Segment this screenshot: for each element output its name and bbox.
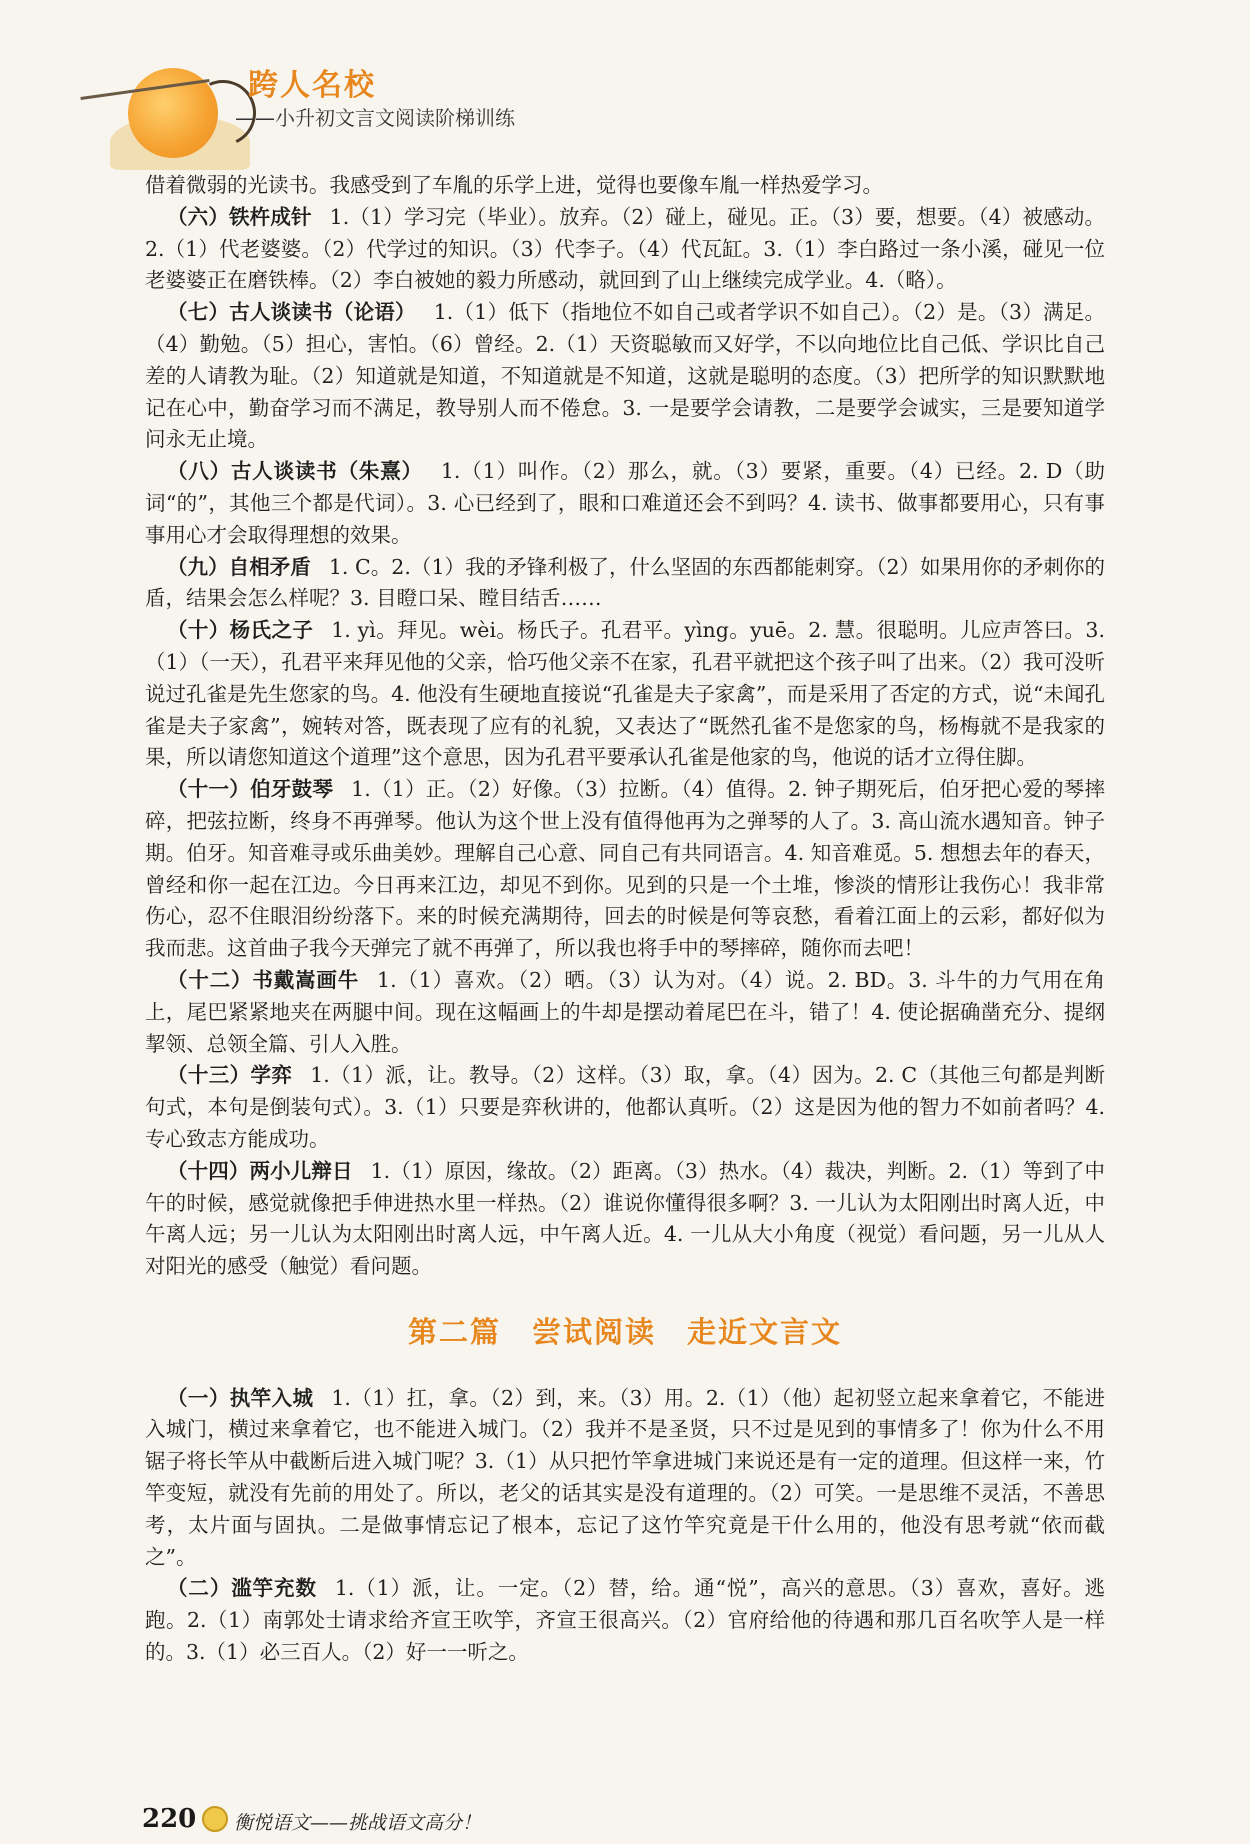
answer-item — [145, 774, 1105, 965]
answer-item — [145, 1383, 1105, 1574]
answer-item — [145, 202, 1105, 297]
answer-item — [145, 615, 1105, 774]
item-text: 1.（1）正。（2）好像。（3）拉断。（4）值得。2. 钟子期死后，伯牙把心爱的琴摔碎，把弦拉断，终身不再弹琴。他认为这个世上没有值得他再为之弹琴的人了。3. 高山流水遇知音。钟子期。伯牙。知音难寻或乐曲美妙。理解自己心意、同自己有共同语言。4. 知音难觅。5. 想想去年的春天，曾经和你一起在江边。今日再来江边，却见不到你。见到的只是一个土堆，惨淡的情形让我伤心！我非常伤心，忍不住眼泪纷纷落下。来的时候充满期待，回去的时候是何等哀愁，看着江面上的云彩，都好似为我而悲。这首曲子我今天弹完了就不再弹了，所以我也将手中的琴摔碎，随你而去吧！ — [145, 777, 1105, 961]
page-number: 220 — [142, 1804, 197, 1834]
item-title: （十一）伯牙鼓琴 — [167, 777, 334, 802]
item-text: 1.（1）派，让。一定。（2）替，给。通“悦”，高兴的意思。（3）喜欢，喜好。逃跑。2.（1）南郭处士请求给齐宣王吹竽，齐宣王很高兴。（2）官府给他的待遇和那几百名吹竽人是一样的。3.（1）必三百人。（2）好一一听之。 — [145, 1576, 1105, 1665]
item-text: 1.（1）扛，拿。（2）到，来。（3）用。2.（1）（他）起初竖立起来拿着它，不能进入城门，横过来拿着它，也不能进入城门。（2）我并不是圣贤，只不过是见到的事情多了！你为什么不用锯子将长竿从中截断后进入城门呢？3.（1）从只把竹竿拿进城门来说还是有一定的道理。但这样一来，竹竿变短，就没有先前的用处了。所以，老父的话其实是没有道理的。（2）可笑。一是思维不灵活，不善思考，太片面与固执。二是做事情忘记了根本，忘记了这竹竿究竟是干什么用的，他没有思考就“依而截之”。 — [145, 1385, 1105, 1569]
item-text: 1.（1）叫作。（2）那么，就。（3）要紧，重要。（4）已经。2. D（助词“的”，其他三个都是代词）。3. 心已经到了，眼和口难道还会不到吗？4. 读书、做事都要用心，只有事事用心才会取得理想的效果。 — [145, 459, 1105, 547]
item-title: （一）执竿入城 — [167, 1385, 314, 1410]
item-title: （十四）两小儿辩日 — [167, 1158, 353, 1183]
item-title: （七）古人谈读书（论语） — [167, 300, 416, 325]
item-title: （十三）学弈 — [167, 1063, 293, 1088]
answer-item — [145, 552, 1105, 616]
page-footer — [142, 1800, 642, 1840]
item-title: （六）铁杵成针 — [167, 204, 312, 229]
answer-item — [145, 1573, 1105, 1668]
item-text: 1. yì。拜见。wèi。杨氏子。孔君平。yìng。yuē。2. 慧。很聪明。儿应声答曰。3.（1）（一天），孔君平来拜见他的父亲，恰巧他父亲不在家，孔君平就把这个孩子叫了出来。（2）我可没听说过孔雀是先生您家的鸟。4. 他没有生硬地直接说“孔雀是夫子家禽”，而是采用了否定的方式，说“未闻孔雀是夫子家禽”，婉转对答，既表现了应有的礼貌，又表达了“既然孔雀不是您家的鸟，杨梅就不是我家的果，所以请您知道这个道理”这个意思，因为孔君平要承认孔雀是他家的鸟，他说的话才立得住脚。 — [145, 618, 1105, 770]
smiley-logo-icon — [202, 1806, 228, 1832]
item-text: 1.（1）喜欢。（2）晒。（3）认为对。（4）说。2. BD。3. 斗牛的力气用在角上，尾巴紧紧地夹在两腿中间。现在这幅画上的牛却是摆动着尾巴在斗，错了！4. 使论据确凿充分、提纲挈领、总领全篇、引人入胜。 — [145, 967, 1105, 1056]
item-title: （十二）书戴嵩画牛 — [167, 967, 360, 992]
item-title: （二）滥竽充数 — [167, 1576, 317, 1601]
item-text: 1.（1）原因，缘故。（2）距离。（3）热水。（4）裁决，判断。2.（1）等到了中午的时候，感觉就像把手伸进热水里一样热。（2）谁说你懂得很多啊？3. 一儿认为太阳刚出时离人近，中午离人远；另一儿认为太阳刚出时离人远，中午离人近。4. 一儿从大小角度（视觉）看问题，另一儿从人对阳光的感受（触觉）看问题。 — [145, 1158, 1105, 1279]
book-title: 跨人名校 — [248, 68, 376, 103]
answer-content — [145, 170, 1105, 1669]
answer-item — [145, 1060, 1105, 1155]
answer-item — [145, 965, 1105, 1060]
answer-item — [145, 297, 1105, 456]
continuation-text: 借着微弱的光读书。我感受到了车胤的乐学上进，觉得也要像车胤一样热爱学习。 — [145, 173, 883, 197]
item-text: 1.（1）学习完（毕业）。放弃。（2）碰上，碰见。正。（3）要，想要。（4）被感动。2.（1）代老婆婆。（2）代学过的知识。（3）代李子。（4）代瓦缸。3.（1）李白路过一条小溪，碰见一位老婆婆正在磨铁棒。（2）李白被她的毅力所感动，就回到了山上继续完成学业。4.（略）。 — [145, 204, 1105, 293]
item-text: 1.（1）低下（指地位不如自己或者学识不如自己）。（2）是。（3）满足。（4）勤勉。（5）担心，害怕。（6）曾经。2.（1）天资聪敏而又好学，不以向地位比自己低、学识比自己差的人请教为耻。（2）知道就是知道，不知道就是不知道，这就是聪明的态度。（3）把所学的知识默默地记在心中，勤奋学习而不满足，教导别人而不倦怠。3. 一是要学会请教，二是要学会诚实，三是要知道学问永无止境。 — [145, 300, 1106, 452]
item-title: （九）自相矛盾 — [167, 554, 311, 579]
item-title: （十）杨氏之子 — [167, 618, 314, 643]
answer-item — [145, 1156, 1105, 1283]
footer-slogan: 衡悦语文——挑战语文高分！ — [234, 1812, 482, 1834]
item-text: 1.（1）派，让。教导。（2）这样。（3）取，拿。（4）因为。2. C（其他三句都是判断句式，本句是倒装句式）。3.（1）只要是弈秋讲的，他都认真听。（2）这是因为他的智力不如前者吗？4. 专心致志方能成功。 — [145, 1063, 1105, 1151]
item-title: （八）古人谈读书（朱熹） — [167, 459, 423, 484]
book-subtitle: ——小升初文言文阅读阶梯训练 — [235, 106, 515, 130]
answer-item — [145, 456, 1105, 551]
section-heading: 第二篇 尝试阅读 走近文言文 — [407, 1314, 842, 1349]
item-text: 1. C。2.（1）我的矛锋利极了，什么坚固的东西都能刺穿。（2）如果用你的矛刺你的盾，结果会怎么样呢？3. 目瞪口呆、瞠目结舌…… — [145, 554, 1106, 611]
page-header — [70, 40, 590, 150]
